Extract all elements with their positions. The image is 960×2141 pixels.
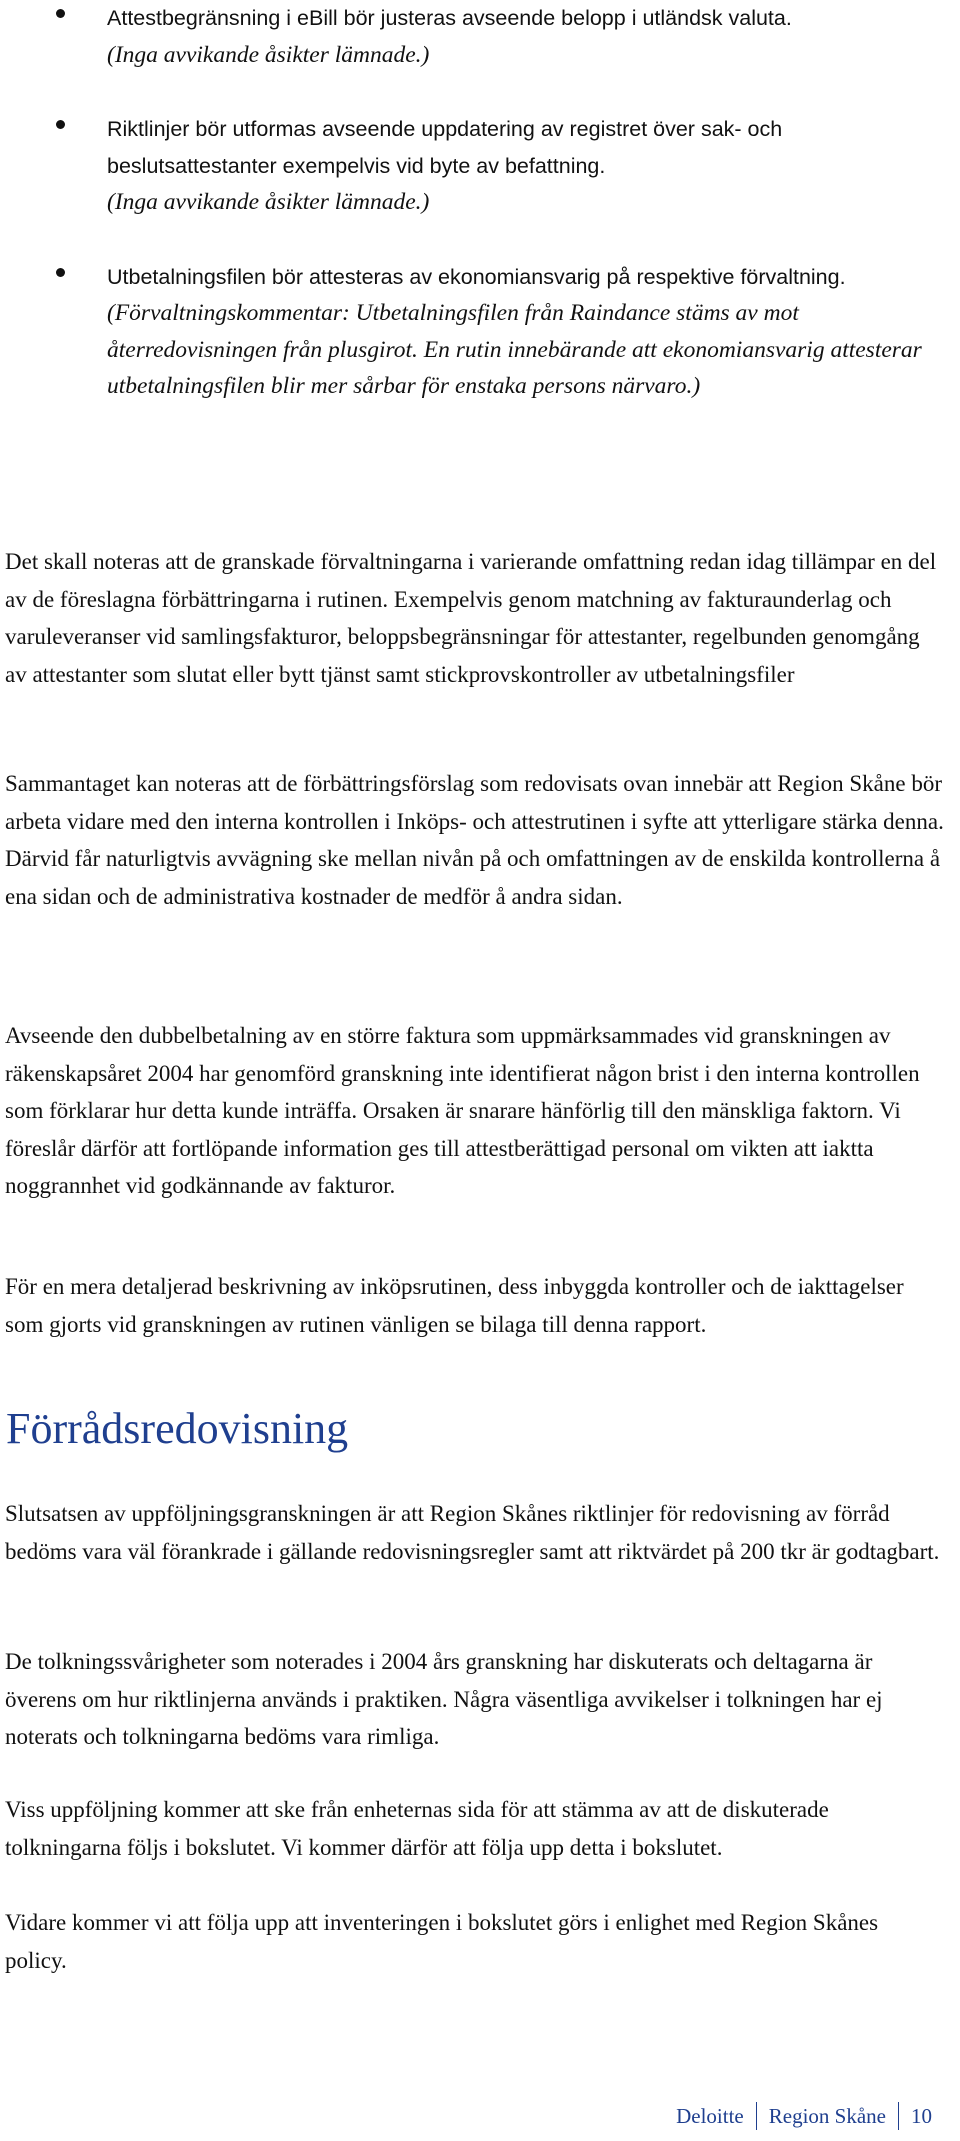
paragraph-improvements-applied: Det skall noteras att de granskade förvaltningarna i varierande omfattning redan idag tillämpar en del av de föreslagna förbättringarna i rutinen. Exempelvis genom matchning av fakturaunderlag och varuleveranser vid samlingsfakturor, beloppsbegränsningar för attestanter, regelbunden genomgång av attestanter som slutat eller bytt tjänst samt stickprovskontroller av utbetalningsfiler	[5, 549, 937, 687]
list-item	[42, 111, 942, 221]
recommendation-text: Attestbegränsning i eBill bör justeras avseende belopp i utländsk valuta.	[107, 6, 792, 30]
paragraph-follow-up: Viss uppföljning kommer att ske från enheternas sida för att stämma av att de diskuterade tolkningarna följs i bokslutet. Vi kommer därför att följa upp detta i bokslutet.	[5, 1797, 829, 1860]
recommendation-comment: (Förvaltningskommentar: Utbetalningsfilen från Raindance stäms av mot återredovisningen från plusgirot. En rutin innebärande att ekonomiansvarig attesterar utbetalningsfilen blir mer sårbar för enstaka persons närvaro.)	[107, 300, 922, 399]
list-item	[42, 259, 942, 405]
footer-divider	[756, 2102, 757, 2130]
section-heading: Förrådsredovisning	[6, 1404, 349, 1453]
paragraph-appendix-reference: För en mera detaljerad beskrivning av inköpsrutinen, dess inbyggda kontroller och de iakttagelser som gjorts vid granskningen av rutinen vänligen se bilaga till denna rapport.	[5, 1274, 904, 1337]
bullet-icon	[56, 268, 65, 277]
paragraph-summary: Sammantaget kan noteras att de förbättringsförslag som redovisats ovan innebär att Region Skåne bör arbeta vidare med den interna kontrollen i Inköps- och attestrutinen i syfte att ytterligare stärka denna. Därvid får naturligtvis avvägning ske mellan nivån på och omfattningen av de enskilda kontrollerna å ena sidan och de administrativa kostnader de medför å andra sidan.	[5, 771, 944, 909]
recommendation-text: Riktlinjer bör utformas avseende uppdatering av registret över sak- och beslutsattestanter exempelvis vid byte av befattning.	[107, 117, 783, 178]
recommendation-comment: (Inga avvikande åsikter lämnade.)	[107, 41, 430, 68]
list-item	[42, 0, 942, 73]
bullet-icon	[56, 120, 65, 129]
paragraph-interpretation: De tolkningssvårigheter som noterades i 2004 års granskning har diskuterats och deltagarna är överens om hur riktlinjerna används i praktiken. Några väsentliga avvikelser i tolkningen har ej noterats och tolkningarna bedöms vara rimliga.	[5, 1649, 883, 1749]
bullet-icon	[56, 9, 65, 18]
recommendation-list	[42, 0, 942, 443]
recommendation-text: Utbetalningsfilen bör attesteras av ekonomiansvarig på respektive förvaltning.	[107, 264, 846, 289]
footer-divider	[898, 2102, 899, 2130]
paragraph-inventory-policy: Vidare kommer vi att följa upp att inventeringen i bokslutet görs i enlighet med Region Skånes policy.	[5, 1910, 879, 1973]
footer-company: Deloitte	[676, 2103, 744, 2128]
recommendation-comment: (Inga avvikande åsikter lämnade.)	[107, 189, 430, 215]
paragraph-double-payment: Avseende den dubbelbetalning av en större faktura som uppmärksammades vid granskningen av räkenskapsåret 2004 har genomförd granskning inte identifierat någon brist i den interna kontrollen som förklarar hur detta kunde inträffa. Orsaken är snarare hänförlig till den mänskliga faktorn. Vi föreslår därför att fortlöpande information ges till attestberättigad personal om vikten att iaktta noggrannhet vid godkännande av fakturor.	[5, 1023, 920, 1198]
footer-client: Region Skåne	[768, 2103, 886, 2128]
page-footer	[676, 2101, 932, 2131]
paragraph-inventory-conclusion: Slutsatsen av uppföljningsgranskningen är att Region Skånes riktlinjer för redovisning av förråd bedöms vara väl förankrade i gällande redovisningsregler samt att riktvärdet på 200 tkr är godtagbart.	[5, 1501, 940, 1564]
page-number: 10	[911, 2103, 932, 2128]
